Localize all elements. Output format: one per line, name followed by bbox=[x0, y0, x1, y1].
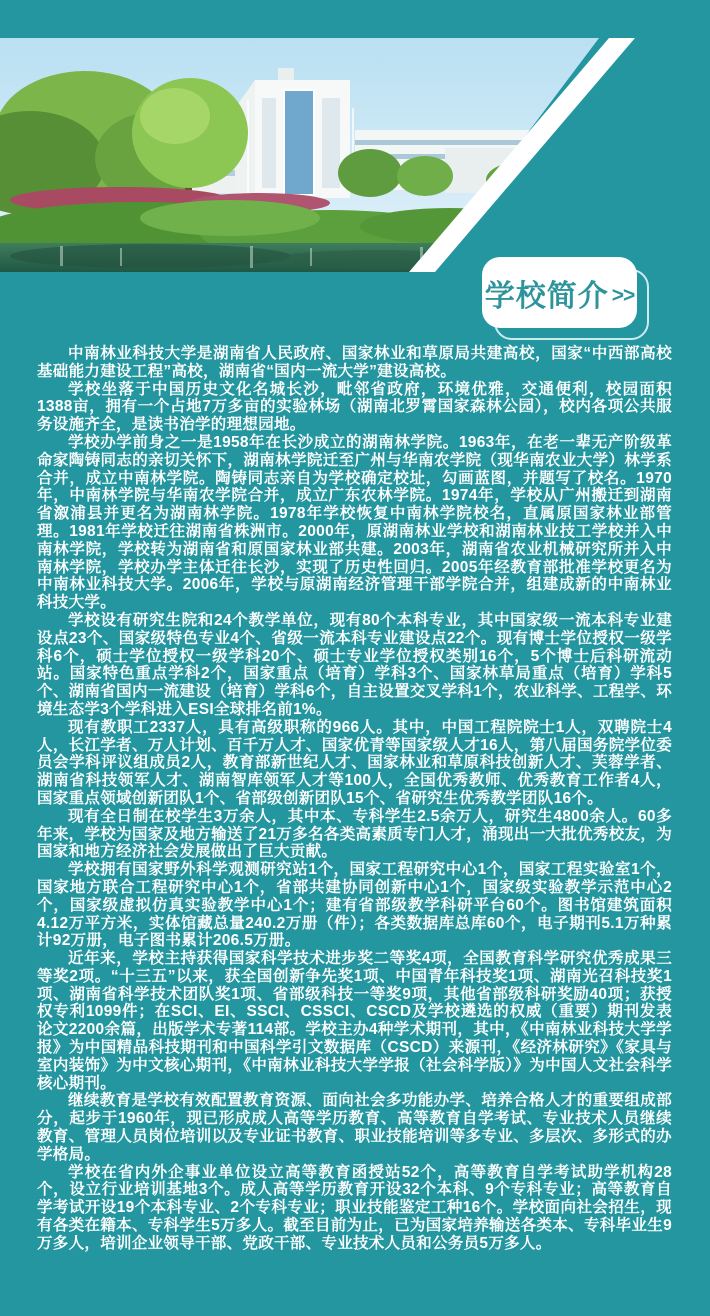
intro-paragraph-6: 现有全日制在校学生3万余人，其中本、专科学生2.5余万人，研究生4800余人。60多年来，学校为国家及地方输送了21万多名各类高素质专门人才，涌现出一大批优秀校友，为国家和地方经济社会发展做出了巨大贡献。 bbox=[37, 807, 672, 861]
intro-paragraph-5: 现有教职工2337人，具有高级职称的966人。其中，中国工程院院士1人，双聘院士4人，长江学者、万人计划、百千万人才、国家优青等国家级人才16人，第八届国务院学位委员会学科评议组成员2人，教育部新世纪人才、国家林业和草原科技创新人才、芙蓉学者、湖南省科技领军人才、湖南智库领军人才等100人，全国优秀教师、优秀教育工作者4人，国家重点领域创新团队1个、省部级创新团队15个、省研究生优秀教学团队16个。 bbox=[37, 718, 672, 807]
intro-paragraph-1: 中南林业科技大学是湖南省人民政府、国家林业和草原局共建高校，国家“中西部高校基础能力建设工程”高校，湖南省“国内一流大学”建设高校。 bbox=[37, 345, 672, 380]
intro-paragraph-4: 学校设有研究生院和24个教学单位，现有80个本科专业，其中国家级一流本科专业建设点23个、国家级特色专业4个、省级一流本科专业建设点22个。现有博士学位授权一级学科6个，硕士学位授权一级学科20个、硕士专业学位授权类别16个，5个博士后科研流动站。国家特色重点学科2个，国家重点（培育）学科3个、国家林草局重点（培育）学科5个、湖南省国内一流建设（培育）学科6个，自主设置交叉学科1个，农业科学、工程学、环境生态学3个学科进入ESI全球排名前1%。 bbox=[37, 611, 672, 718]
badge-label: 学校简介 bbox=[484, 279, 609, 313]
intro-paragraph-3: 学校办学前身之一是1958年在长沙成立的湖南林学院。1963年，在老一辈无产阶级革命家陶铸同志的亲切关怀下，湖南林学院迁至广州与华南农学院（现华南农业大学）林学系合并，成立中南林学院。陶铸同志亲自为学校确定校址，勾画蓝图，并题写了校名。1970年，中南林学院与华南农学院合并，成立广东农林学院。1974年，学校从广州搬迁到湖南省溆浦县并更名为湖南林学院。1978年学校恢复中南林学院校名，直属原国家林业部管理。1981年学校迁往湖南省株洲市。2000年，原湖南林业学校和湖南林业技工学校并入中南林学院，学校转为湖南省和原国家林业部共建。2003年，湖南省农业机械研究所并入中南林学院，学校办学主体迁往长沙，实现了历史性回归。2005年经教育部批准学校更名为中南林业科技大学。2006年，学校与原湖南经济管理干部学院合并，组建成新的中南林业科技大学。 bbox=[37, 433, 672, 612]
intro-paragraph-9: 继续教育是学校有效配置教育资源、面向社会多功能办学、培养合格人才的重要组成部分，起步于1960年，现已形成成人高等学历教育、高等教育自学考试、专业技术人员继续教育、管理人员岗位培训以及专业证书教育、职业技能培训等多专业、多层次、多形式的办学格局。 bbox=[37, 1092, 672, 1163]
center-building bbox=[235, 68, 350, 198]
campus-photo bbox=[0, 38, 660, 272]
chevron-right-icons: >> bbox=[611, 283, 635, 307]
intro-paragraph-10: 学校在省内外企事业单位设立高等教育函授站52个，高等教育自学考试助学机构28个，设立行业培训基地3个。成人高等学历教育开设32个本科、9个专科专业；高等教育自学考试开设19个本科专业、2个专科专业；职业技能鉴定工种16个。学校面向社会招生，现有各类在籍本、专科学生5万多人。截至目前为止，已为国家培养输送各类本、专科毕业生9万多人，培训企业领导干部、党政干部、专业技术人员和公务员5万多人。 bbox=[37, 1163, 672, 1252]
intro-paragraph-2: 学校坐落于中国历史文化名城长沙，毗邻省政府，环境优雅，交通便利，校园面积1388亩，拥有一个占地7万多亩的实验林场（湖南北罗霄国家森林公园），校内各项公共服务设施齐全，是读书治学的理想园地。 bbox=[37, 380, 672, 434]
intro-paragraph-8: 近年来，学校主持获得国家科学技术进步奖二等奖4项，全国教育科学研究优秀成果三等奖2项。“十三五”以来，获全国创新争先奖1项、中国青年科技奖1项、湖南光召科技奖1项、湖南省科学技术团队奖1项、省部级科技一等奖9项，其他省部级科研奖励40项；获授权专利1099件；在SCI、EI、SSCI、CSSCI、CSCD及学校遴选的权威（重要）期刊发表论文2200余篇，出版学术专著114部。学校主办4种学术期刊，其中，《中南林业科技大学学报》为中国精品科技期刊和中国科学引文数据库（CSCD）来源刊，《经济林研究》《家具与室内装饰》为中文核心期刊，《中南林业科技大学学报（社会科学版）》为中国人文社会科学核心期刊。 bbox=[37, 950, 672, 1092]
intro-paragraphs bbox=[0, 345, 710, 1253]
intro-paragraph-7: 学校拥有国家野外科学观测研究站1个，国家工程研究中心1个，国家工程实验室1个，国家地方联合工程研究中心1个，省部共建协同创新中心1个，国家级实验教学示范中心2个，国家级虚拟仿真实验教学中心1个；建有省部级教学科研平台60个。图书馆建筑面积4.12万平方米，实体馆藏总量240.2万册（件）；各类数据库总库60个，电子期刊5.1万种累计92万册，电子图书累计206.5万册。 bbox=[37, 861, 672, 950]
photo-wrap bbox=[0, 38, 660, 272]
section-badge bbox=[482, 257, 637, 328]
